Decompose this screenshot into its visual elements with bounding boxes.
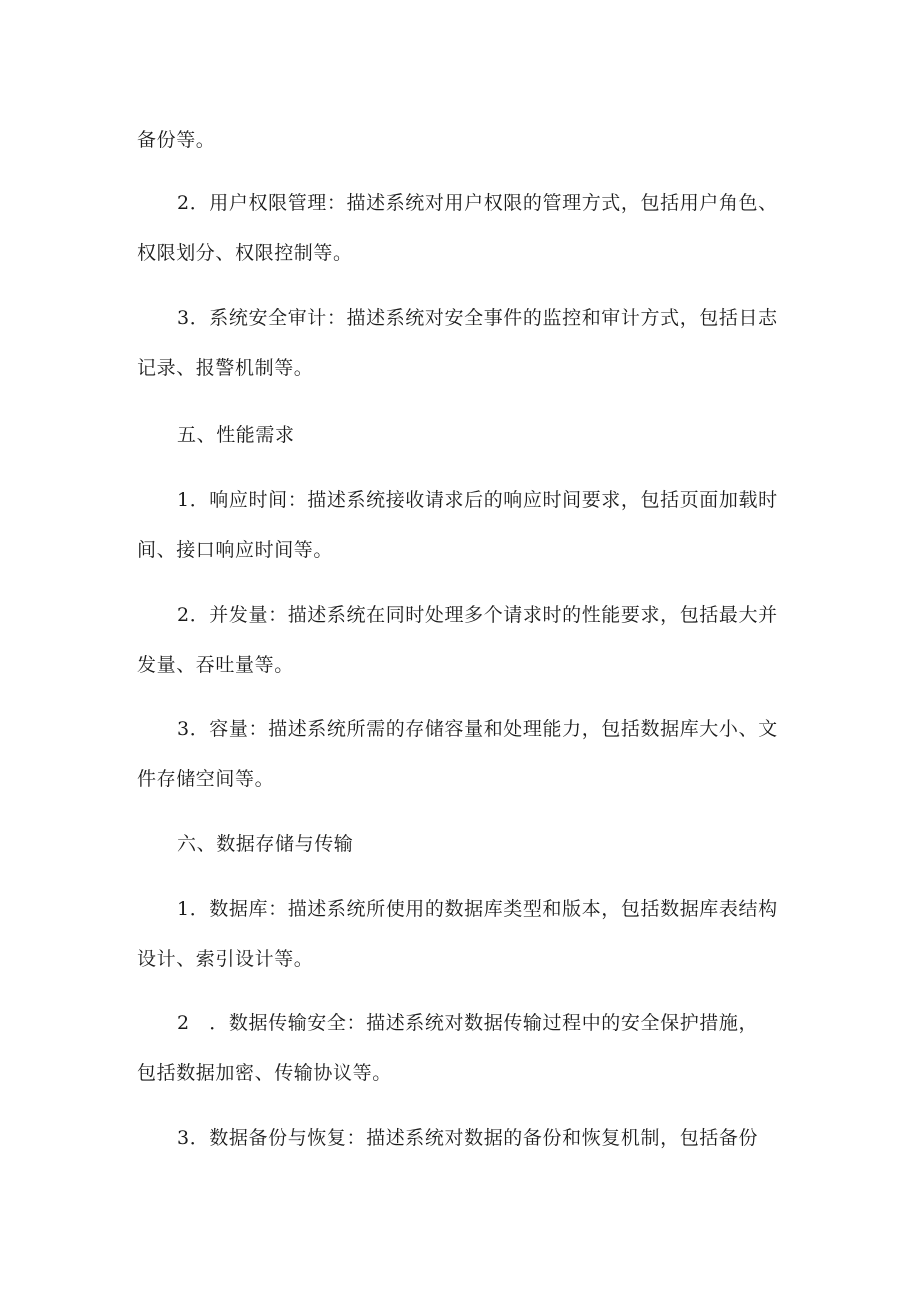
list-item-line: 2 ．数据传输安全：描述系统对数据传输过程中的安全保护措施， — [177, 1012, 759, 1034]
list-item-line: 2．并发量：描述系统在同时处理多个请求时的性能要求，包括最大并 — [177, 604, 778, 626]
section-heading: 六、数据存储与传输 — [177, 833, 354, 855]
section-heading: 五、性能需求 — [177, 424, 295, 446]
list-item-line: 1．响应时间：描述系统接收请求后的响应时间要求，包括页面加载时 — [177, 489, 778, 511]
paragraph-line: 发量、吞吐量等。 — [137, 654, 294, 676]
list-item-line: 3．容量：描述系统所需的存储容量和处理能力，包括数据库大小、文 — [177, 718, 778, 740]
paragraph-line: 间、接口响应时间等。 — [137, 539, 334, 561]
list-item-line: 3．系统安全审计：描述系统对安全事件的监控和审计方式，包括日志 — [177, 307, 778, 329]
list-item-line: 3．数据备份与恢复：描述系统对数据的备份和恢复机制，包括备份 — [177, 1127, 759, 1149]
paragraph-line: 包括数据加密、传输协议等。 — [137, 1062, 392, 1084]
paragraph-line: 设计、索引设计等。 — [137, 948, 314, 970]
list-item-line: 1．数据库：描述系统所使用的数据库类型和版本，包括数据库表结构 — [177, 898, 778, 920]
paragraph-line: 件存储空间等。 — [137, 768, 275, 790]
list-item-line: 2．用户权限管理：描述系统对用户权限的管理方式，包括用户角色、 — [177, 192, 778, 214]
paragraph-line: 备份等。 — [137, 129, 216, 151]
paragraph-line: 记录、报警机制等。 — [137, 357, 314, 379]
paragraph-line: 权限划分、权限控制等。 — [137, 242, 353, 264]
